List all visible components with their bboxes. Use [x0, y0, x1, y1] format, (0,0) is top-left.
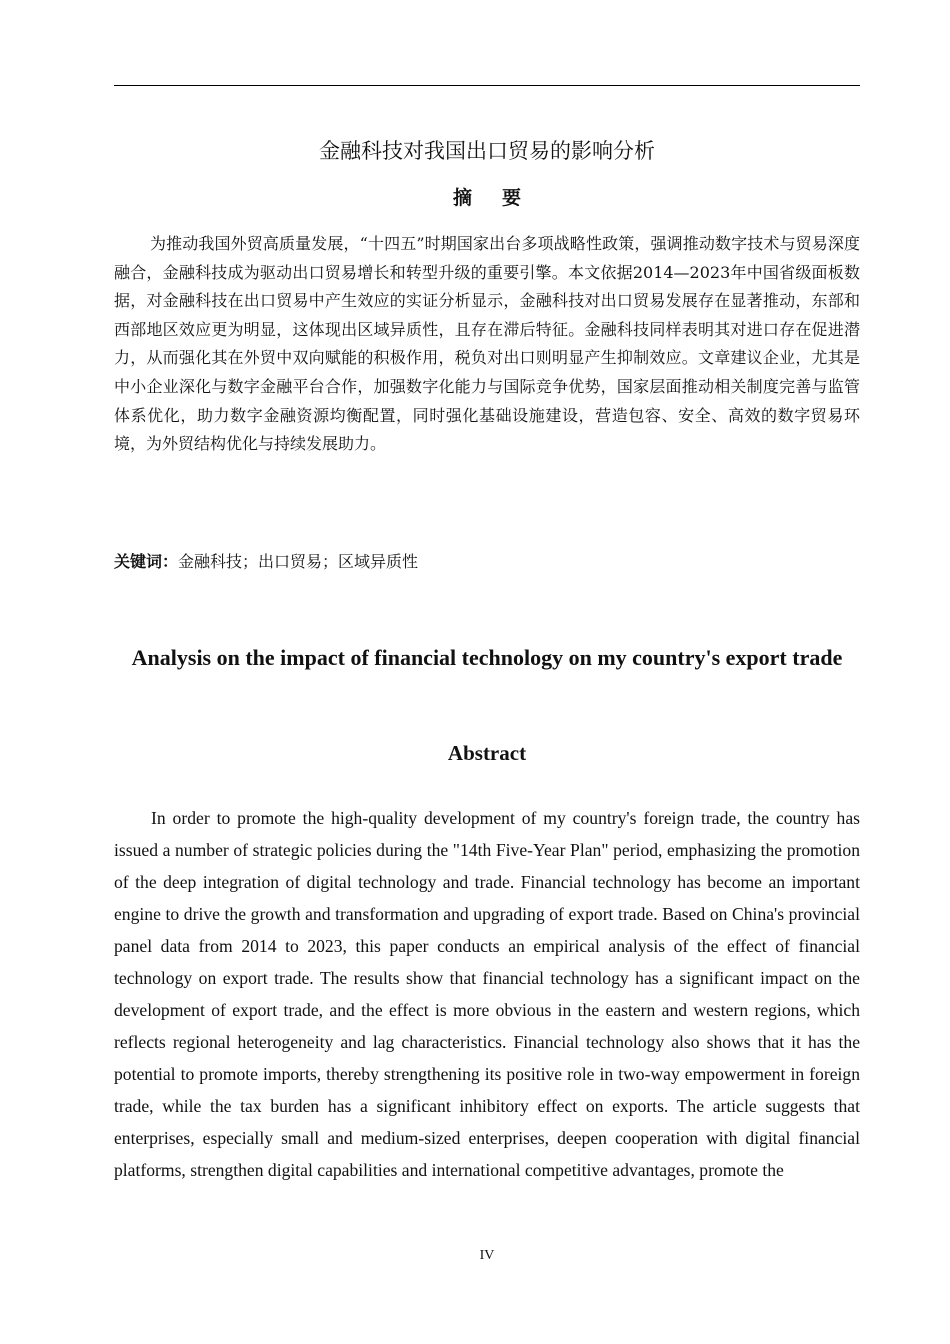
keywords-text: 金融科技；出口贸易；区域异质性: [178, 552, 419, 571]
chinese-abstract-heading: 摘要: [452, 187, 551, 209]
english-abstract-heading: Abstract: [447, 741, 527, 765]
header-rule: [114, 85, 860, 86]
english-title: Analysis on the impact of financial technology on my country's export trade: [131, 645, 843, 670]
chinese-title: 金融科技对我国出口贸易的影响分析: [319, 139, 655, 163]
keywords-label: 关键词：: [114, 552, 179, 571]
english-abstract-body: In order to promote the high-quality development of my country's foreign trade, the country has issued a number of strategic policies during the "14th Five-Year Plan" period, emphasizing the promotion of the deep integration of digital technology and trade. Financial technology has become an important engine to drive the growth and transformation and upgrading of export trade. Based on China's provincial panel data from 2014 to 2023, this paper conducts an empirical analysis of the effect of financial technology on export trade. The results show that financial technology has a significant impact on the development of export trade, and the effect is more obvious in the eastern and western regions, which reflects regional heterogeneity and lag characteristics. Financial technology also shows that it has the potential to promote imports, thereby strengthening its positive role in two-way empowerment in foreign trade, while the tax burden has a significant inhibitory effect on exports. The article suggests that enterprises, especially small and medium-sized enterprises, deepen cooperation with digital financial platforms, strengthen digital capabilities and international competitive advantages, promote the: [114, 808, 860, 1180]
chinese-keywords: [114, 548, 860, 576]
page-number: IV: [479, 1248, 495, 1263]
chinese-abstract-body: 为推动我国外贸高质量发展，“十四五”时期国家出台多项战略性政策，强调推动数字技术与贸易深度融合，金融科技成为驱动出口贸易增长和转型升级的重要引擎。本文依据2014—2023年中国省级面板数据，对金融科技在出口贸易中产生效应的实证分析显示，金融科技对出口贸易发展存在显著推动，东部和西部地区效应更为明显，这体现出区域异质性，且存在滞后特征。金融科技同样表明其对进口存在促进潜力，从而强化其在外贸中双向赋能的积极作用，税负对出口则明显产生抑制效应。文章建议企业，尤其是中小企业深化与数字金融平台合作，加强数字化能力与国际竞争优势，国家层面推动相关制度完善与监管体系优化，助力数字金融资源均衡配置，同时强化基础设施建设，营造包容、安全、高效的数字贸易环境，为外贸结构优化与持续发展助力。: [114, 234, 860, 454]
